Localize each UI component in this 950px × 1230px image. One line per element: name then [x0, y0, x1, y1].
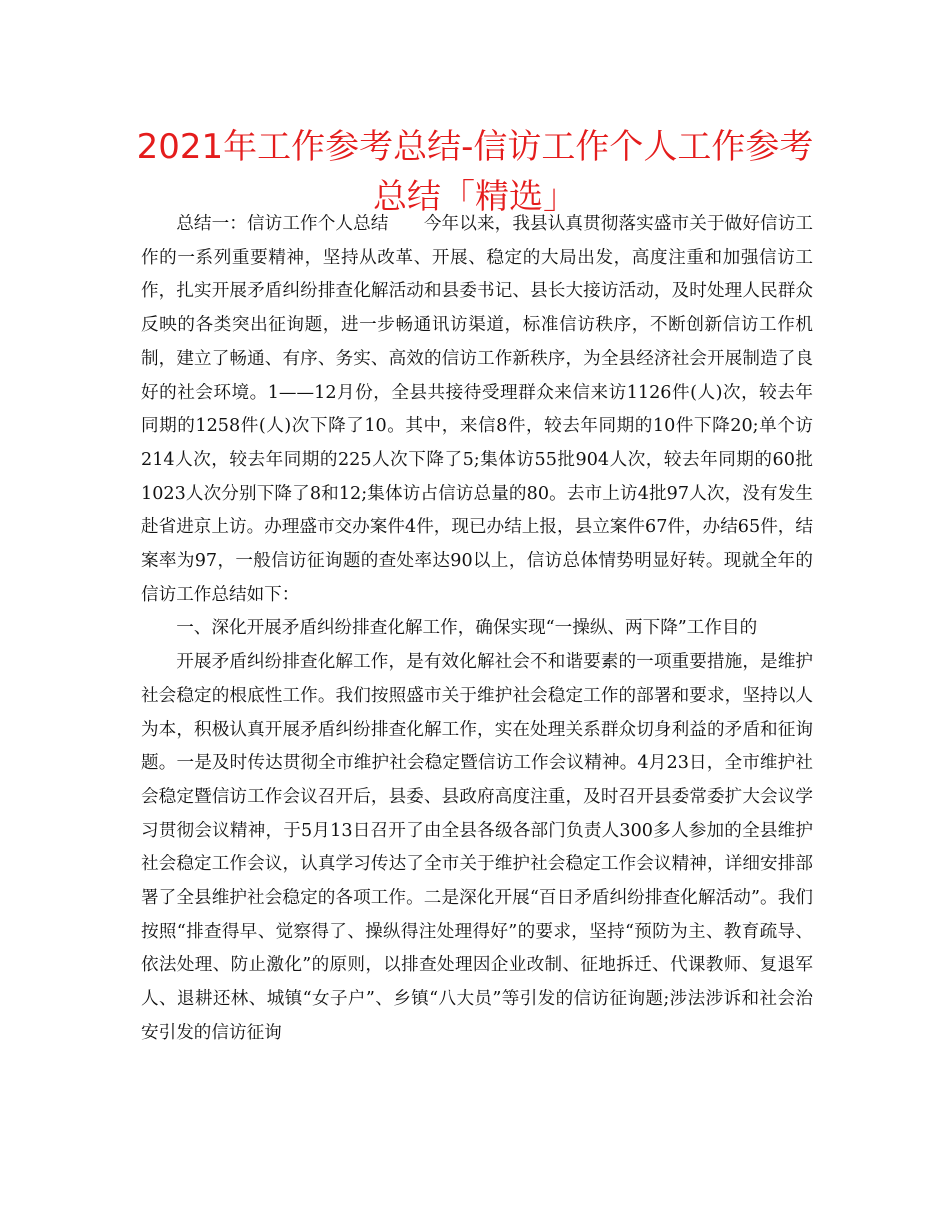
document-title: 2021年工作参考总结-信访工作个人工作参考总结「精选」	[136, 127, 814, 217]
paragraph-section-heading: 一、深化开展矛盾纠纷排查化解工作，确保实现“一操纵、两下降”工作目的	[176, 618, 758, 639]
paragraph-summary-intro: 总结一：信访工作个人总结 今年以来，我县认真贯彻落实盛市关于做好信访工作的一系列重要精神，坚持从改革、开展、稳定的大局出发，高度注重和加强信访工作，扎实开展矛盾纠纷排查化解活动和县委书记、县长大接访活动，及时处理人民群众反映的各类突出征询题，进一步畅通讯访渠道，标准信访秩序，不断创新信访工作机制，建立了畅通、有序、务实、高效的信访工作新秩序，为全县经济社会开展制造了良好的社会环境。1——12月份，全县共接待受理群众来信来访1126件(人)次，较去年同期的1258件(人)次下降了10。其中，来信8件，较去年同期的10件下降20;单个访214人次，较去年同期的225人次下降了5;集体访55批904人次，较去年同期的60批1023人次分别下降了8和12;集体访占信访总量的80。去市上访4批97人次，没有发生赴省进京上访。办理盛市交办案件4件，现已办结上报，县立案件67件，办结65件，结案率为97，一般信访征询题的查处率达90以上，信访总体情势明显好转。现就全年的信访工作总结如下：	[141, 214, 813, 605]
document-body	[141, 208, 813, 1051]
paragraph-section-body: 开展矛盾纠纷排查化解工作，是有效化解社会不和谐要素的一项重要措施，是维护社会稳定的根底性工作。我们按照盛市关于维护社会稳定工作的部署和要求，坚持以人为本，积极认真开展矛盾纠纷排查化解工作，实在处理关系群众切身利益的矛盾和征询题。一是及时传达贯彻全市维护社会稳定暨信访工作会议精神。4月23日，全市维护社会稳定暨信访工作会议召开后，县委、县政府高度注重，及时召开县委常委扩大会议学习贯彻会议精神，于5月13日召开了由全县各级各部门负责人300多人参加的全县维护社会稳定工作会议，认真学习传达了全市关于维护社会稳定工作会议精神，详细安排部署了全县维护社会稳定的各项工作。二是深化开展“百日矛盾纠纷排查化解活动”。我们按照“排查得早、觉察得了、操纵得注处理得好”的要求，坚持“预防为主、教育疏导、依法处理、防止激化”的原则，以排查处理因企业改制、征地拆迁、代课教师、复退军人、退耕还林、城镇“女子户”、乡镇“八大员”等引发的信访征询题;涉法涉诉和社会治安引发的信访征询	[141, 652, 813, 1043]
